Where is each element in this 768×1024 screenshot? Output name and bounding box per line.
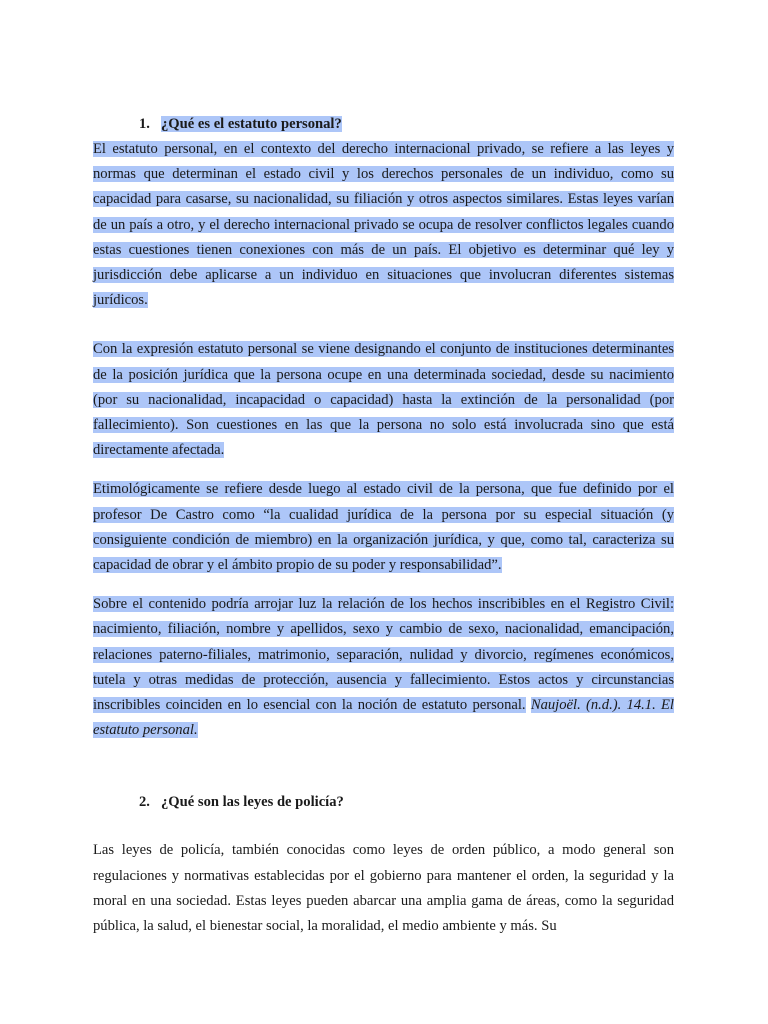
paragraph-text: Sobre el contenido podría arrojar luz la relación de los hechos inscribibles en el Registro Civil: nacimiento, filiación, nombre y apellidos, sexo y cambio de sexo, nacionalidad, emancipación, relaciones paterno-filiales, matrimonio, separación, nulidad y divorcio, regímenes económicos, tutela y otras medidas de protección, ausencia y fallecimiento. Estos actos y circunstancias inscribibles coinciden en lo esencial con la noción de estatuto personal. xyxy=(93,596,674,714)
section-1-paragraph-1 xyxy=(93,137,674,313)
section-1-number: 1. xyxy=(139,116,150,132)
section-2-title: ¿Qué son las leyes de policía? xyxy=(161,794,344,811)
section-1-paragraph-2 xyxy=(93,337,674,463)
paragraph-text: El estatuto personal, en el contexto del derecho internacional privado, se refiere a las leyes y normas que determinan el estado civil y los derechos personales de un individuo, como su capacidad para casarse, su nacionalidad, su filiación y otros aspectos similares. Estas leyes varían de un país a otro, y el derecho internacional privado se ocupa de resolver conflictos legales cuando estas cuestiones tienen conexiones con más de un país. El objetivo es determinar qué ley y jurisdicción debe aplicarse a un individuo en situaciones que involucran diferentes sistemas jurídicos. xyxy=(93,141,674,309)
paragraph-text: Las leyes de policía, también conocidas como leyes de orden público, a modo general son regulaciones y normativas establecidas por el gobierno para mantener el orden, la seguridad y la moral en una sociedad. Estas leyes pueden abarcar una amplia gama de áreas, como la seguridad pública, la salud, el bienestar social, la moralidad, el medio ambiente y más. Su xyxy=(93,842,674,935)
section-1-heading xyxy=(93,112,674,137)
document-page xyxy=(93,112,674,939)
section-2-number: 2. xyxy=(139,794,150,811)
section-1-paragraph-4 xyxy=(93,592,674,743)
section-1-title: ¿Qué es el estatuto personal? xyxy=(161,116,342,132)
citation: Naujoël. (n.d.). 14.1. El estatuto personal. xyxy=(93,697,674,739)
section-1-paragraph-3 xyxy=(93,477,674,578)
paragraph-text: Etimológicamente se refiere desde luego al estado civil de la persona, que fue definido por el profesor De Castro como “la cualidad jurídica de la persona por su especial situación (y consiguiente condición de miembro) en la organización jurídica, y que, como tal, caracteriza su capacidad de obrar y el ámbito propio de su poder y responsabilidad”. xyxy=(93,481,674,574)
paragraph-text: Con la expresión estatuto personal se viene designando el conjunto de instituciones determinantes de la posición jurídica que la persona ocupe en una determinada sociedad, desde su nacimiento (por su nacionalidad, incapacidad o capacidad) hasta la extinción de la personalidad (por fallecimiento). Son cuestiones en las que la persona no solo está involucrada sino que está directamente afectada. xyxy=(93,341,674,459)
section-2-heading xyxy=(93,790,674,815)
section-2-paragraph-1 xyxy=(93,838,674,939)
